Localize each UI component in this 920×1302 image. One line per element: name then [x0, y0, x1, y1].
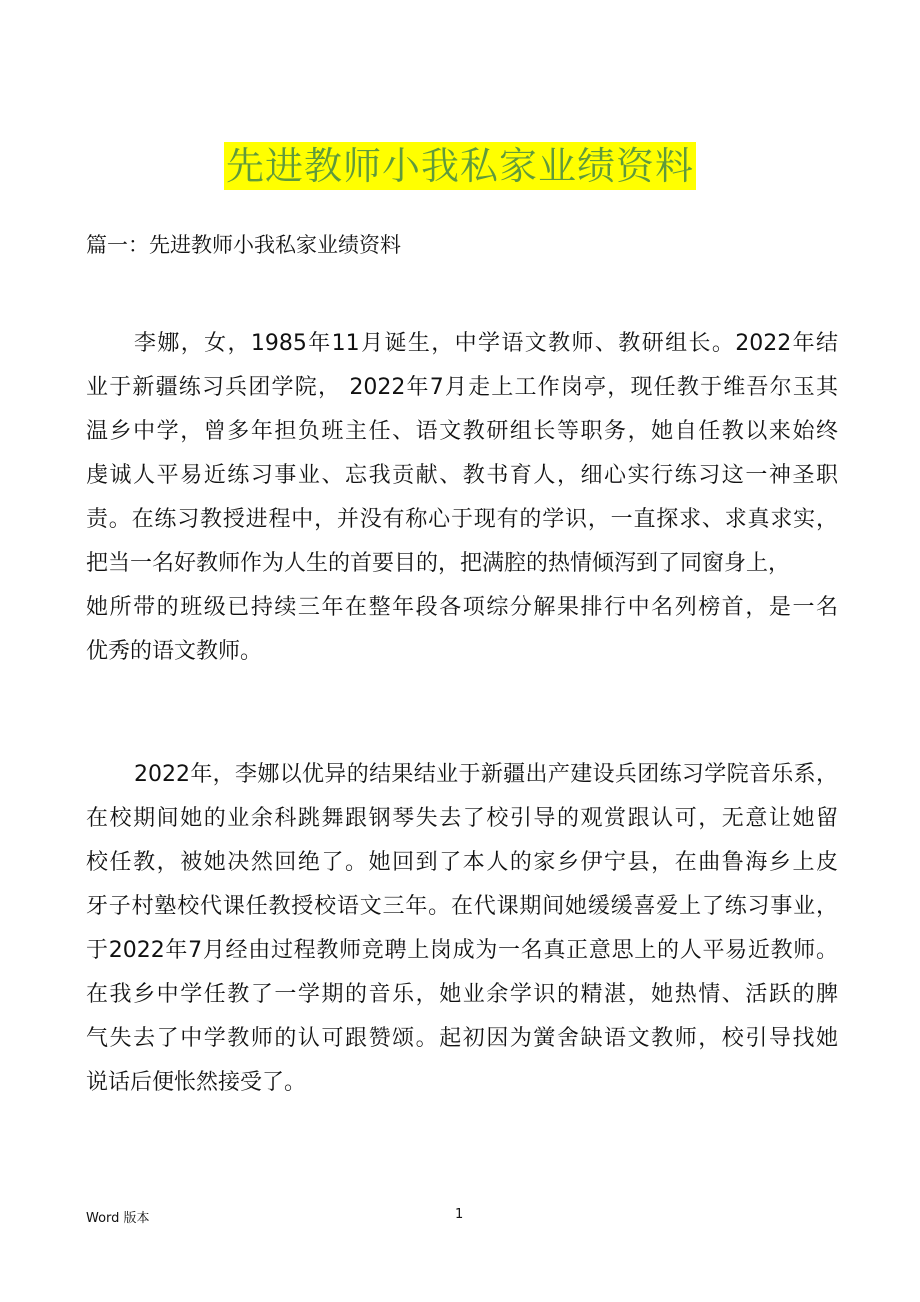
paragraph-1	[86, 322, 838, 674]
text-line: 校任教，被她决然回绝了。她回到了本人的家乡伊宁县，在曲鲁海乡上皮	[86, 850, 838, 875]
text-line: 牙子村塾校代课任教授校语文三年。在代课期间她缓缓喜爱上了练习事业，	[86, 894, 838, 919]
title-container	[0, 142, 920, 190]
text-line: 李娜，女，1985年11月诞生，中学语文教师、教研组长。2022年结	[134, 331, 838, 356]
text-line: 虔诚人平易近练习事业、忘我贡献、教书育人，细心实行练习这一神圣职	[86, 463, 838, 488]
text-line: 在校期间她的业余科跳舞跟钢琴失去了校引导的观赏跟认可，无意让她留	[86, 806, 838, 831]
text-line: 说话后便怅然接受了。	[86, 1070, 307, 1095]
text-line: 气失去了中学教师的认可跟赞颂。起初因为黉舍缺语文教师，校引导找她	[86, 1026, 838, 1051]
text-line: 责。在练习教授进程中，并没有称心于现有的学识，一直探求、求真求实，	[86, 507, 838, 532]
paragraph-2	[86, 753, 838, 1105]
text-line: 在我乡中学任教了一学期的音乐，她业余学识的精湛，她热情、活跃的脾	[86, 982, 838, 1007]
text-line: 优秀的语文教师。	[86, 639, 263, 664]
text-line: 2022年，李娜以优异的结果结业于新疆出产建设兵团练习学院音乐系，	[134, 762, 838, 787]
text-line: 业于新疆练习兵团学院， 2022年7月走上工作岗亭，现任教于维吾尔玉其	[86, 375, 838, 400]
text-line: 温乡中学，曾多年担负班主任、语文教研组长等职务，她自任教以来始终	[86, 419, 838, 444]
text-line: 于2022年7月经由过程教师竞聘上岗成为一名真正意思上的人平易近教师。	[86, 938, 838, 963]
footer-label: Word 版本	[86, 1211, 150, 1226]
document-title: 先进教师小我私家业绩资料	[225, 144, 694, 188]
text-line: 她所带的班级已持续三年在整年段各项综分解果排行中名列榜首，是一名	[86, 595, 838, 620]
text-line: 把当一名好教师作为人生的首要目的，把满腔的热情倾泻到了同窗身上，	[86, 551, 791, 576]
page-number: 1	[455, 1207, 464, 1222]
section-heading: 篇一：先进教师小我私家业绩资料	[86, 233, 401, 257]
